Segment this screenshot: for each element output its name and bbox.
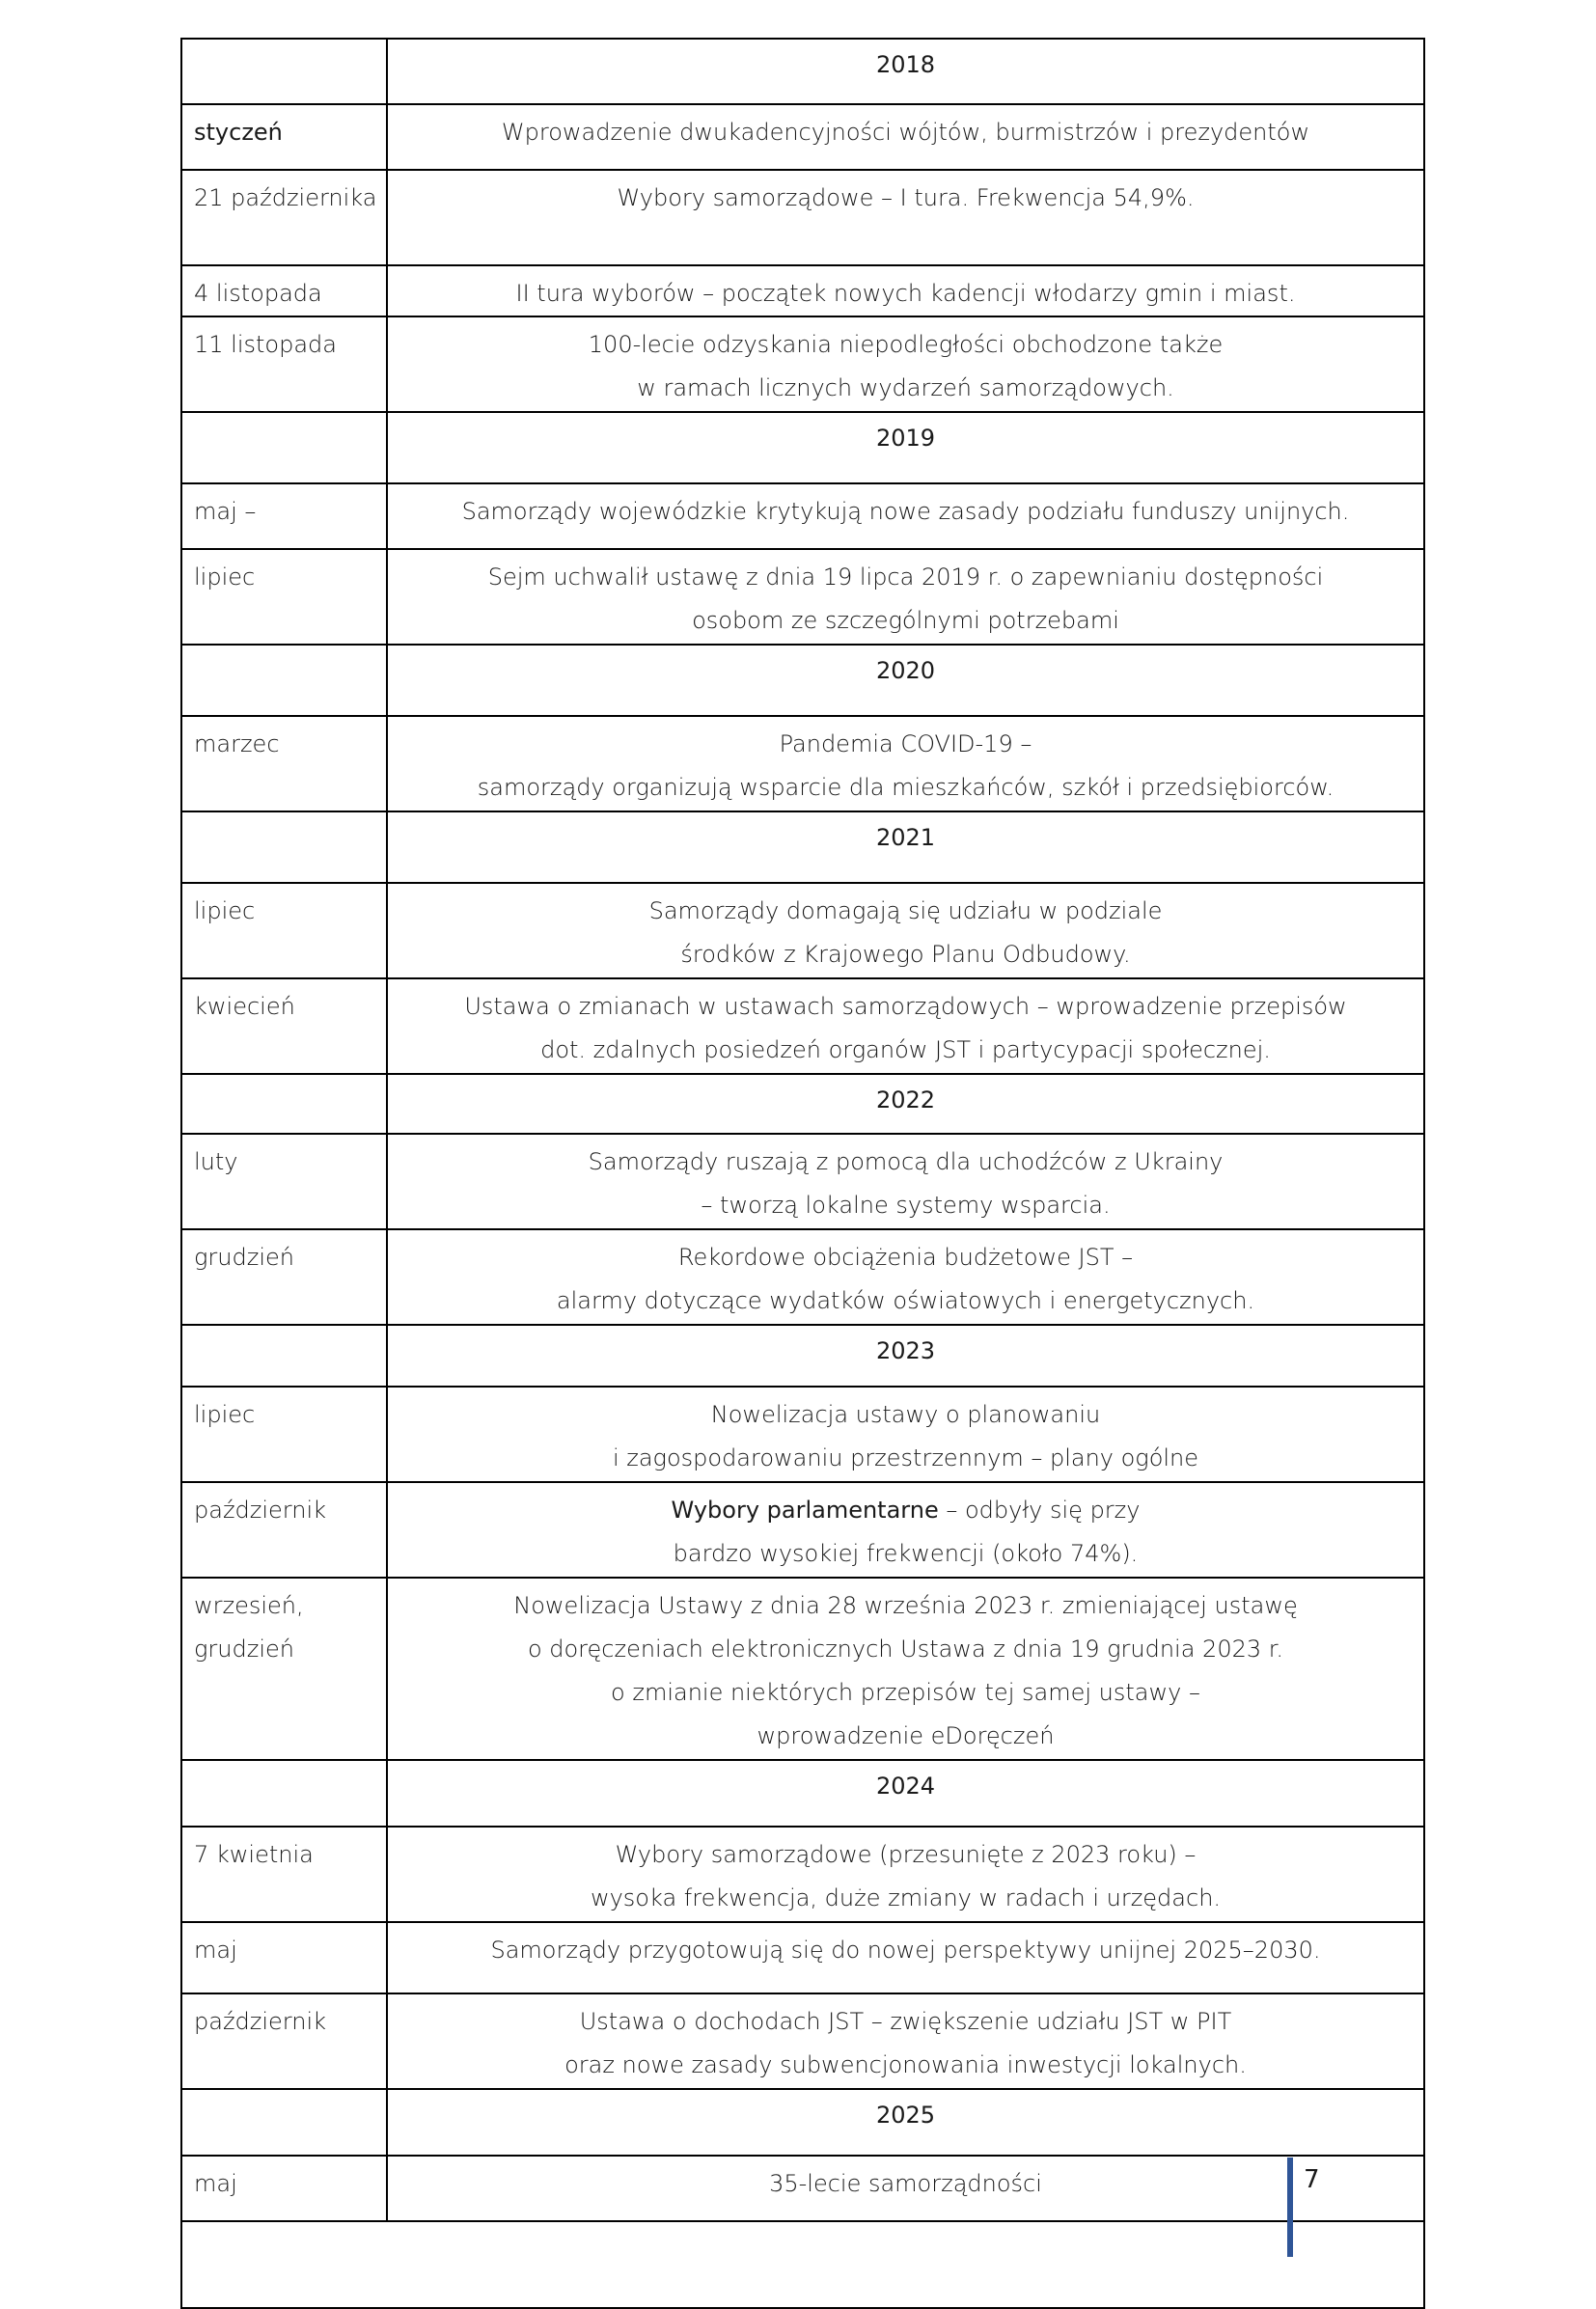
date-text: maj: [194, 1937, 237, 1964]
year-label: [387, 2089, 1424, 2156]
description-cell: [387, 1229, 1424, 1325]
description-cell: [387, 265, 1424, 316]
year-row: [181, 2089, 1424, 2156]
description-line: 2019: [875, 425, 936, 452]
empty-cell: [181, 2221, 1424, 2308]
description-line: 2021: [875, 824, 936, 851]
description-line: [388, 220, 1423, 263]
date-cell: [181, 316, 387, 412]
description-line: dot. zdalnych posiedzeń organów JST i partycypacji społecznej.: [540, 1036, 1271, 1063]
date-cell: [181, 170, 387, 265]
description-line: w ramach licznych wydarzeń samorządowych.: [637, 374, 1174, 401]
description-line: bardzo wysokiej frekwencji (około 74%).: [673, 1540, 1139, 1567]
date-cell: [181, 1993, 387, 2089]
date-cell: [181, 549, 387, 645]
date-text: styczeń: [194, 119, 283, 146]
description-line: – tworzą lokalne systemy wsparcia.: [701, 1192, 1111, 1219]
table-row: [181, 1827, 1424, 1922]
date-text: październik: [194, 2008, 327, 2035]
date-cell: [181, 1134, 387, 1229]
description-line: o zmianie niektórych przepisów tej samej ustawy –: [611, 1679, 1200, 1706]
description-line: środków z Krajowego Planu Odbudowy.: [680, 941, 1131, 968]
description-cell: [387, 716, 1424, 811]
date-text: lipiec: [194, 564, 256, 591]
description-cell: [387, 2156, 1424, 2221]
date-cell: [181, 1760, 387, 1827]
year-row: [181, 811, 1424, 883]
description-cell: [387, 1482, 1424, 1578]
date-cell: [181, 978, 387, 1074]
table-row: [181, 978, 1424, 1074]
date-text: grudzień: [194, 1244, 294, 1271]
table-row: [181, 316, 1424, 412]
description-emphasis: Wybory parlamentarne: [671, 1497, 939, 1524]
table-row: [181, 1578, 1424, 1760]
table-row: [181, 265, 1424, 316]
table-row: [181, 1482, 1424, 1578]
date-text: lipiec: [194, 897, 256, 924]
description-line: Wprowadzenie dwukadencyjności wójtów, burmistrzów i prezydentów: [501, 119, 1310, 146]
year-row: [181, 39, 1424, 104]
year-label: [387, 811, 1424, 883]
year-row: [181, 412, 1424, 483]
date-cell: [181, 2089, 387, 2156]
description-cell: [387, 1134, 1424, 1229]
description-line: wysoka frekwencja, duże zmiany w radach i urzędach.: [590, 1884, 1222, 1911]
page-number-bar: [1287, 2158, 1293, 2257]
date-cell: [181, 39, 387, 104]
date-text: grudzień: [194, 1636, 294, 1663]
date-text: październik: [194, 1497, 327, 1524]
date-text: kwiecień: [194, 993, 295, 1020]
description-line: osobom ze szczególnymi potrzebami: [692, 607, 1119, 634]
year-label: [387, 1325, 1424, 1387]
table-row: [181, 1387, 1424, 1482]
description-line: 2025: [875, 2102, 936, 2129]
description-line: Rekordowe obciążenia budżetowe JST –: [677, 1244, 1134, 1271]
year-label: [387, 645, 1424, 716]
description-cell: [387, 1922, 1424, 1993]
date-cell: [181, 412, 387, 483]
description-cell: [387, 883, 1424, 978]
description-cell: [387, 170, 1424, 265]
description-line: o doręczeniach elektronicznych Ustawa z dnia 19 grudnia 2023 r.: [527, 1636, 1284, 1663]
description-line: 35-lecie samorządności: [769, 2170, 1042, 2197]
date-text: lipiec: [194, 1401, 256, 1428]
year-label: [387, 1074, 1424, 1134]
date-cell: [181, 716, 387, 811]
date-text: 4 listopada: [194, 280, 322, 307]
description-line: 2018: [875, 51, 936, 78]
table-row: [181, 716, 1424, 811]
description-line: 100-lecie odzyskania niepodległości obchodzone także: [588, 331, 1224, 358]
timeline-body: [181, 39, 1424, 2308]
table-row: [181, 104, 1424, 170]
description-line: Wybory parlamentarne – odbyły się przy: [671, 1497, 1141, 1524]
date-text: maj: [194, 2170, 237, 2197]
description-cell: [387, 316, 1424, 412]
page-number: 7: [1304, 2165, 1320, 2194]
date-cell: [181, 265, 387, 316]
year-label: [387, 39, 1424, 104]
table-row: [181, 1922, 1424, 1993]
description-line: alarmy dotyczące wydatków oświatowych i energetycznych.: [556, 1287, 1255, 1314]
empty-row: [181, 2221, 1424, 2308]
description-line: Samorządy wojewódzkie krytykują nowe zasady podziału funduszy unijnych.: [461, 498, 1350, 525]
description-cell: [387, 1827, 1424, 1922]
date-cell: [181, 883, 387, 978]
date-cell: [181, 811, 387, 883]
description-line: Samorządy ruszają z pomocą dla uchodźców z Ukrainy: [588, 1148, 1224, 1175]
date-cell: [181, 104, 387, 170]
date-cell: [181, 645, 387, 716]
table-row: [181, 1134, 1424, 1229]
description-line: 2020: [875, 657, 936, 684]
date-cell: [181, 1827, 387, 1922]
year-row: [181, 645, 1424, 716]
table-row: [181, 1993, 1424, 2089]
date-cell: [181, 1578, 387, 1760]
description-line: Samorządy domagają się udziału w podziale: [648, 897, 1163, 924]
date-cell: [181, 1922, 387, 1993]
timeline-table: [180, 38, 1425, 2309]
date-text: 11 listopada: [194, 331, 337, 358]
description-line: II tura wyborów – początek nowych kadencji włodarzy gmin i miast.: [515, 280, 1296, 307]
date-cell: [181, 1229, 387, 1325]
date-text: maj –: [194, 498, 257, 525]
year-label: [387, 412, 1424, 483]
year-row: [181, 1074, 1424, 1134]
year-label: [387, 1760, 1424, 1827]
description-line: samorządy organizują wsparcie dla mieszkańców, szkół i przedsiębiorców.: [477, 774, 1335, 801]
description-line: 2024: [875, 1773, 936, 1800]
description-line: Nowelizacja ustawy o planowaniu: [710, 1401, 1101, 1428]
description-line: Sejm uchwalił ustawę z dnia 19 lipca 2019 r. o zapewnianiu dostępności: [487, 564, 1324, 591]
date-cell: [181, 1325, 387, 1387]
description-line: Samorządy przygotowują się do nowej perspektywy unijnej 2025–2030.: [490, 1937, 1321, 1964]
date-cell: [181, 1482, 387, 1578]
year-row: [181, 1760, 1424, 1827]
description-line: Wybory samorządowe (przesunięte z 2023 roku) –: [615, 1841, 1197, 1868]
date-cell: [181, 1074, 387, 1134]
date-text: 7 kwietnia: [194, 1841, 314, 1868]
description-line: Ustawa o dochodach JST – zwiększenie udziału JST w PIT: [579, 2008, 1232, 2035]
date-text: 21 października: [194, 184, 377, 211]
description-line: Pandemia COVID-19 –: [779, 730, 1032, 757]
description-line: i zagospodarowaniu przestrzennym – plany ogólne: [612, 1444, 1199, 1471]
table-row: [181, 549, 1424, 645]
description-cell: [387, 1578, 1424, 1760]
description-cell: [387, 483, 1424, 549]
description-cell: [387, 1387, 1424, 1482]
description-line: 2022: [875, 1086, 936, 1113]
description-cell: [387, 978, 1424, 1074]
description-line: 2023: [875, 1337, 936, 1364]
date-text: wrzesień,: [194, 1592, 304, 1619]
description-line: wprowadzenie eDoręczeń: [757, 1722, 1055, 1749]
date-text: luty: [194, 1148, 238, 1175]
description-line: oraz nowe zasady subwencjonowania inwestycji lokalnych.: [564, 2051, 1247, 2078]
table-row: [181, 170, 1424, 265]
table-row: [181, 1229, 1424, 1325]
description-cell: [387, 1993, 1424, 2089]
description-line: Wybory samorządowe – I tura. Frekwencja 54,9%.: [617, 184, 1195, 211]
table-row: [181, 483, 1424, 549]
description-line: Ustawa o zmianach w ustawach samorządowych – wprowadzenie przepisów: [464, 993, 1347, 1020]
description-cell: [387, 104, 1424, 170]
table-row: [181, 883, 1424, 978]
description-line: Nowelizacja Ustawy z dnia 28 września 2023 r. zmieniającej ustawę: [513, 1592, 1298, 1619]
description-cell: [387, 549, 1424, 645]
table-row: [181, 2156, 1424, 2221]
date-text: marzec: [194, 730, 280, 757]
date-cell: [181, 483, 387, 549]
date-cell: [181, 1387, 387, 1482]
year-row: [181, 1325, 1424, 1387]
date-cell: [181, 2156, 387, 2221]
